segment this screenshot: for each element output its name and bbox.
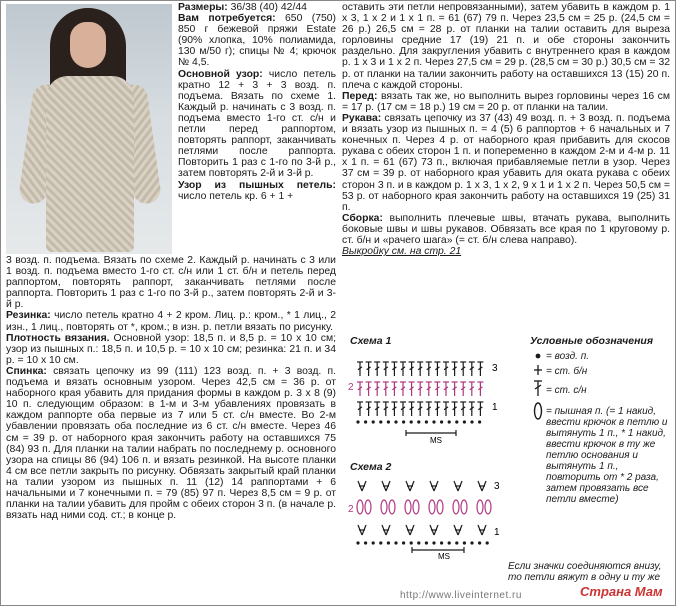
dc-stitch-symbol — [469, 362, 475, 376]
dc-stitch-symbol — [426, 402, 432, 416]
left-column — [6, 255, 336, 521]
dc-stitch-symbol — [469, 382, 475, 396]
dc-stitch-symbol — [409, 382, 415, 396]
dc-stitch-symbol — [460, 362, 466, 376]
dc-stitch-symbol — [434, 382, 440, 396]
main-pattern-label: Основной узор: — [178, 68, 263, 80]
dc-stitch-symbol — [469, 402, 475, 416]
puff-stitch-symbol — [413, 500, 419, 514]
double-crochet-icon — [534, 381, 542, 396]
dc-stitch-symbol — [400, 362, 406, 376]
dc-stitch-symbol — [374, 362, 380, 376]
lush-continued: 3 возд. п. подъема. Вязать по схеме 2. Каждый р. начинать с 3 или 1 возд. п. подъема вместо 1-го ст. с/н или 1 ст. б/н и петель перед раппортом, повторять раппорт, заканчивать петлями после раппорта. Повторить 1 раз с 1-го по 3-й р., затем повторять 2-й и 3-й р. — [6, 255, 336, 311]
sizes-value: 36/38 (40) 42/44 — [227, 2, 307, 13]
dc-stitch-symbol — [357, 402, 363, 416]
legend-item-chain: = возд. п. — [546, 351, 589, 362]
puff-stitch-symbol — [485, 500, 491, 514]
legend-item-dc: = ст. с/н — [546, 385, 587, 396]
scheme1-title: Схема 1 — [350, 335, 392, 347]
puff-stitch-symbol — [405, 500, 411, 514]
scheme1-row-label-1: 1 — [492, 402, 498, 413]
dc-stitch-symbol — [426, 382, 432, 396]
back-label: Спинка: — [6, 365, 47, 377]
scheme1-row-label-3: 3 — [492, 363, 498, 374]
dc-stitch-symbol — [477, 362, 483, 376]
sleeves-label: Рукава: — [342, 112, 382, 124]
rib-value: число петель кратно 4 + 2 кром. Лиц. р.: кром., * 1 лиц., 2 изн., 1 лиц., повторять от *, кром.; в изн. р. петли вязать по рисунку. — [6, 310, 336, 333]
dc-stitch-symbol — [434, 362, 440, 376]
pattern-link[interactable]: Выкройку см. на стр. 21 — [342, 246, 462, 258]
dc-stitch-symbol — [400, 402, 406, 416]
v-stitch-symbol — [454, 481, 462, 491]
v-stitch-symbol — [358, 481, 366, 491]
v-stitch-symbol — [382, 525, 390, 535]
v-stitch-symbol — [478, 525, 486, 535]
sleeves-value: связать цепочку из 37 (43) 49 возд. п. + 3 возд. п. подъема и вязать узор из пышных п. = 4 (5) 6 раппортов + 6 начальных и 7 конечных п. Через 4 р. от наборного края прибавить для скосов рукава с обеих сторон 1 п. и попеременно в каждом 2-м и 4-м р. 11 х 1 п. = 61 (67) 73 п., включая прибавляемые петли в узор. Через 37 см = 39 р. от наборного края убавить для оката рукава с обеих сторон 3 п. и в каждом р. 1 х 3, 1 х 2, 9 х 1 и 1 х 2 п. Через 50,5 см = 53 р. от наборного края закончить работу на оставшихся 19 (25) 31 п. — [342, 112, 670, 213]
dc-stitch-symbol — [391, 402, 397, 416]
legend-item-sc: = ст. б/н — [546, 366, 588, 377]
main-pattern-value: число петель кратно 12 + 3 + 3 возд. п. подъема. Вязать по схеме 1. Каждый р. начинать с 3 возд. п. подъема вместо 1-го ст. с/н и петли перед раппортом, повторять раппорт, заканчивать петлями после раппорта. Повторить 1 раз с 1-го по 3-й р., затем повторять 2-й и 3-й р. — [178, 68, 336, 180]
puff-stitch-symbol — [389, 500, 395, 514]
scheme2-row-label-1: 1 — [494, 527, 500, 538]
scheme1-base-chain — [356, 420, 481, 423]
scheme1-diagram — [346, 352, 502, 448]
model-photo — [6, 4, 172, 254]
dc-stitch-symbol — [366, 382, 372, 396]
scheme2-title: Схема 2 — [350, 461, 392, 473]
puff-stitch-symbol — [437, 500, 443, 514]
puff-stitch-symbol — [461, 500, 467, 514]
dc-stitch-symbol — [417, 402, 423, 416]
rib-label: Резинка: — [6, 310, 51, 322]
dc-stitch-symbol — [374, 382, 380, 396]
puff-stitch-icon — [535, 403, 542, 419]
dc-stitch-symbol — [366, 402, 372, 416]
scheme2-row-label-3: 3 — [494, 481, 500, 492]
v-stitch-symbol — [406, 525, 414, 535]
dc-stitch-symbol — [443, 362, 449, 376]
dc-stitch-symbol — [460, 402, 466, 416]
puff-stitch-symbol — [365, 500, 371, 514]
back-continued: оставить эти петли непровязанными), затем убавить в каждом р. 1 х 3, 1 х 2 и 1 х 1 п. = 61 (67) 79 п. Через 23,5 см = 25 р. (24,5 см = 26 р.) 26,5 см = 28 р. от планки на талии оставить для выреза горловины средние 17 (19) 21 п. и обе стороны закончить раздельно. Для закругления убавить с внутреннего края в каждом р. 1 х 3 и 1 х 2 п. Через 27,5 см = 29 р. (28,5 см = 30 р.) 30,5 см = 32 р. от планки на талии закончить работу на оставшихся 13 (15) 20 п. плеча с каждой стороны. — [342, 2, 670, 91]
dc-stitch-symbol — [443, 382, 449, 396]
scheme1-ms-label: MS — [430, 436, 442, 445]
dc-stitch-symbol — [409, 402, 415, 416]
watermark-logo: Страна Мам — [580, 584, 663, 599]
dc-stitch-symbol — [366, 362, 372, 376]
legend-item-puff: = пышная п. (= 1 накид, ввести крючок в петлю и вытянуть 1 п., * 1 накид, ввести крючок в ту же петлю основания и вытянуть 1 п., повторить от * 2 раза, затем провязать все петли вместе) — [546, 406, 668, 505]
v-stitch-symbol — [430, 525, 438, 535]
dc-stitch-symbol — [477, 382, 483, 396]
v-stitch-symbol — [454, 525, 462, 535]
density-label: Плотность вязания. — [6, 332, 110, 344]
dc-stitch-symbol — [426, 362, 432, 376]
scheme2-ms-label: MS — [438, 552, 450, 561]
puff-stitch-symbol — [477, 500, 483, 514]
dc-stitch-symbol — [357, 382, 363, 396]
dc-stitch-symbol — [452, 382, 458, 396]
right-column — [342, 2, 670, 257]
lush-pattern-value-short: число петель кр. 6 + 1 + — [178, 190, 294, 202]
dc-stitch-symbol — [357, 362, 363, 376]
dc-stitch-symbol — [383, 362, 389, 376]
scheme2-diagram — [346, 475, 506, 565]
dc-stitch-symbol — [434, 402, 440, 416]
need-label: Вам потребуется: — [178, 13, 276, 25]
v-stitch-symbol — [430, 481, 438, 491]
puff-stitch-symbol — [357, 500, 363, 514]
dc-stitch-symbol — [374, 402, 380, 416]
scheme2-row-label-2: 2 — [348, 504, 354, 515]
dc-stitch-symbol — [409, 362, 415, 376]
need-value: 650 (750) 850 г бежевой пряжи Estate (90% хлопка, 10% полиамида, 130 м/50 г); спицы № 4; крючок № 4,5. — [178, 13, 336, 69]
chain-stitch-icon — [536, 354, 541, 359]
back-value: связать цепочку из 99 (111) 123 возд. п. + 3 возд. п. подъема и вязать основным узором. Через 42,5 см = 36 р. от наборного края убавить для придания формы в каждом р. 3 х 8 (9) 10 п. следующим образом: в 1-м и 3-м убавлениях провязать в каждом раппорте оба первые из 7 или 5 ст. с/н вместе. Во 2-м убавлении провязать оба последние из 6 ст. с/н вместе. Через 46 см = 39 р. от наборного края закончить работу на оставшихся 75 (84) 93 п. Для планки на талии набрать по последнему р. основного узора на спицы 86 (94) 106 п. и вязать резинкой. На высоте планки 4 см все петли закрыть по рисунку. Обвязать закрытый край планки на талии узором из пышных п. 11 (12) 14 раппортами + 6 начальными и 7 конечными п. = 79 (85) 97 п. Через 8,5 см = 9 р. от планки на талии убавить для пройм с обеих сторон 3 п. (в начале р. вязать над ними сод. ст.; в конце р. — [6, 365, 336, 522]
front-label: Перед: — [342, 90, 378, 102]
v-stitch-symbol — [478, 481, 486, 491]
dc-stitch-symbol — [391, 362, 397, 376]
dc-stitch-symbol — [443, 402, 449, 416]
dc-stitch-symbol — [391, 382, 397, 396]
lush-pattern-label: Узор из пышных петель: — [178, 179, 336, 191]
assembly-value: выполнить плечевые швы, втачать рукава, выполнить боковые швы и швы рукавов. Обвязать все края по 1 круговому р. ст. б/н и «рачего шага» (= ст. б/н слева направо). — [342, 212, 670, 246]
v-stitch-symbol — [382, 481, 390, 491]
watermark-url: http://www.liveinternet.ru — [400, 590, 522, 601]
legend-footer: Если значки соединяются внизу, то петли вяжут в одну и ту же — [508, 561, 662, 583]
puff-stitch-symbol — [381, 500, 387, 514]
front-value: вязать так же, но выполнить вырез горловины через 16 см = 17 р. (17 см = 18 р.) 19 см = 20 р. от планки на талии. — [342, 90, 670, 113]
single-crochet-icon — [534, 365, 542, 375]
legend-title: Условные обозначения — [530, 335, 654, 347]
dc-stitch-symbol — [417, 382, 423, 396]
dc-stitch-symbol — [460, 382, 466, 396]
v-stitch-symbol — [358, 525, 366, 535]
dc-stitch-symbol — [477, 402, 483, 416]
dc-stitch-symbol — [383, 382, 389, 396]
dc-stitch-symbol — [452, 402, 458, 416]
v-stitch-symbol — [406, 481, 414, 491]
puff-stitch-symbol — [453, 500, 459, 514]
header-block — [178, 2, 336, 202]
puff-stitch-symbol — [429, 500, 435, 514]
density-value: Основной узор: 18,5 п. и 8,5 р. = 10 х 10 см; узор из пышных п.: 18,5 п. и 10,5 р. = 10 х 10 см; резинка: 21 п. и 34 р. = 10 х 10 см. — [6, 332, 336, 366]
dc-stitch-symbol — [417, 362, 423, 376]
assembly-label: Сборка: — [342, 212, 383, 224]
dc-stitch-symbol — [452, 362, 458, 376]
scheme2-base-chain — [356, 541, 488, 544]
dc-stitch-symbol — [400, 382, 406, 396]
dc-stitch-symbol — [383, 402, 389, 416]
scheme1-row-label-2: 2 — [348, 382, 354, 393]
sizes-label: Размеры: — [178, 2, 228, 13]
